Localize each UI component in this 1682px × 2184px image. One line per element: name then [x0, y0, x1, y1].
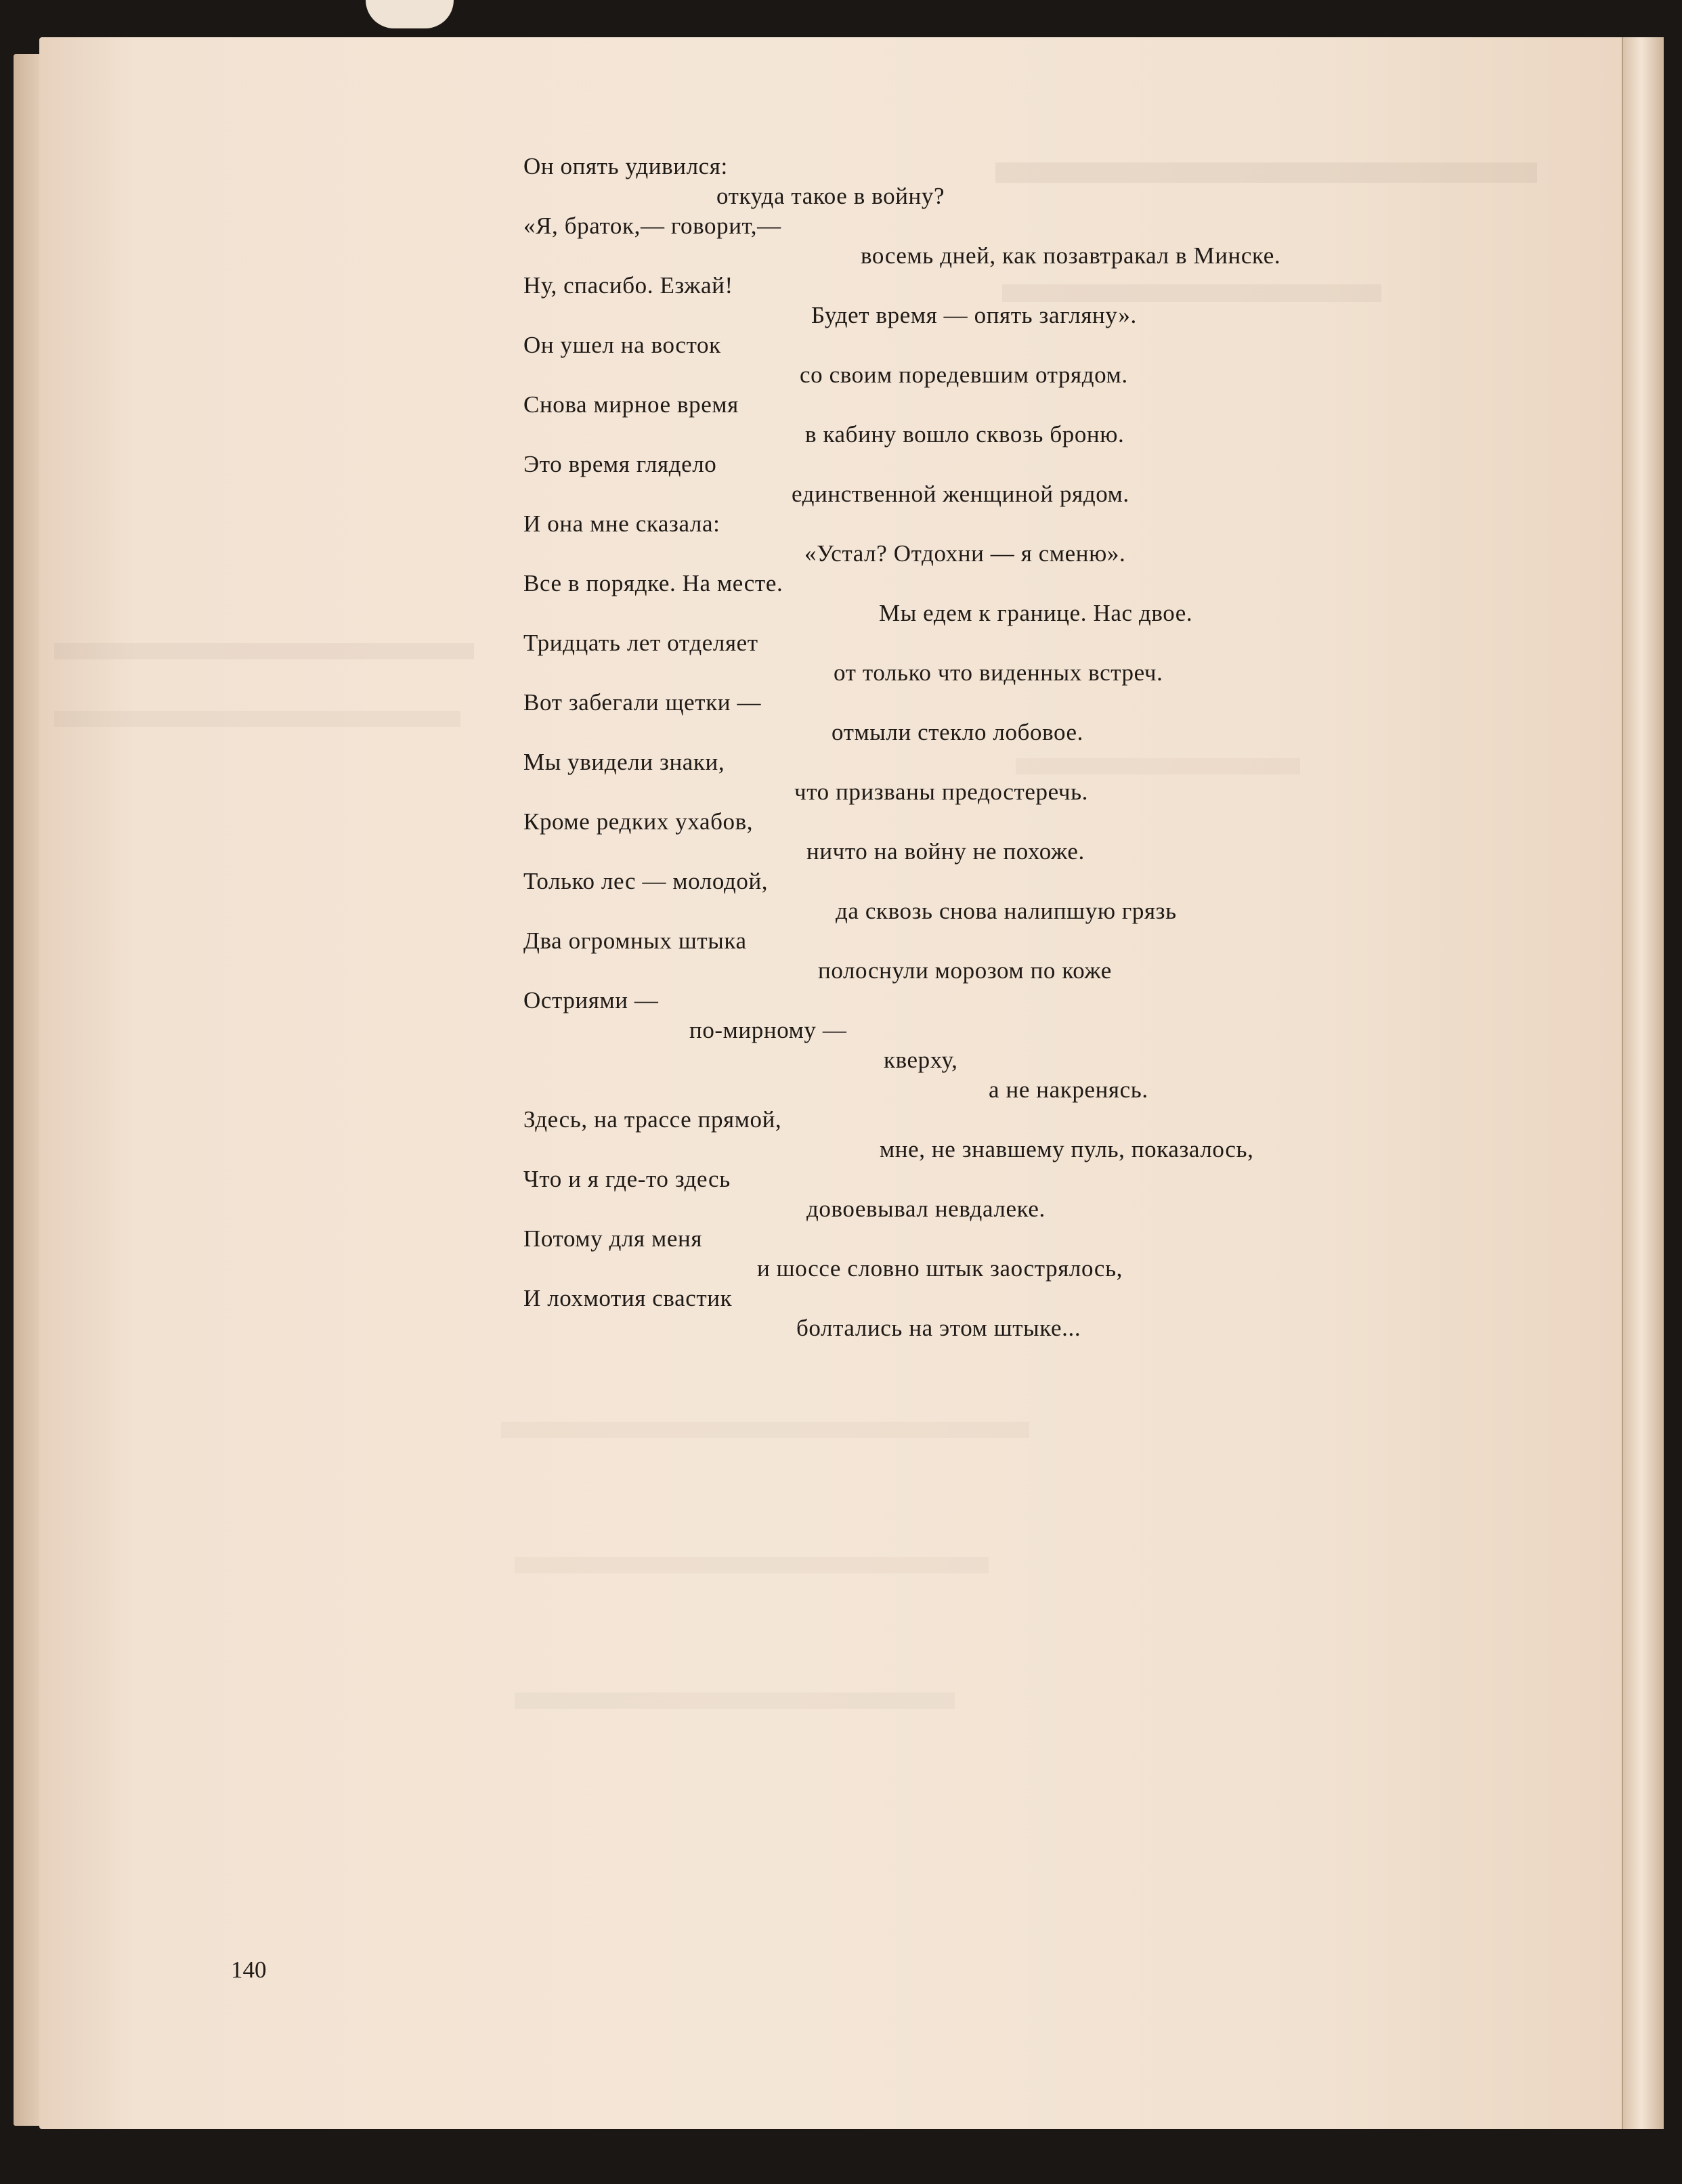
poem-line: Мы увидели знаки,: [523, 749, 725, 775]
poem-line: Ну, спасибо. Езжай!: [523, 272, 733, 299]
poem-line: мне, не знавшему пуль, показалось,: [880, 1136, 1254, 1162]
poem-line: Кроме редких ухабов,: [523, 808, 754, 835]
poem-line: Здесь, на трассе прямой,: [523, 1106, 782, 1133]
poem-line: да сквозь снова налипшую грязь: [836, 898, 1177, 924]
poem-line: Это время глядело: [523, 451, 717, 477]
poem-line: отмыли стекло лобовое.: [832, 719, 1084, 745]
poem-line: Мы едем к границе. Нас двое.: [879, 600, 1193, 626]
paper-tear: [366, 0, 454, 28]
poem-line: единственной женщиной рядом.: [792, 481, 1129, 507]
poem-line: откуда такое в войну?: [716, 183, 945, 209]
poem-line: в кабину вошло сквозь броню.: [805, 421, 1125, 447]
poem-line: Он опять удивился:: [523, 153, 728, 179]
poem-line: а не накренясь.: [989, 1076, 1148, 1103]
poem-line: «Я, браток,— говорит,—: [523, 213, 781, 239]
poem-line: Только лес — молодой,: [523, 868, 769, 894]
page-number: 140: [231, 1957, 267, 1983]
poem-line: довоевывал невдалеке.: [806, 1196, 1045, 1222]
poem-line: Вот забегали щетки —: [523, 689, 762, 716]
poem-line: Два огромных штыка: [523, 927, 747, 954]
poem-line: болтались на этом штыке...: [796, 1315, 1081, 1341]
poem-line: восемь дней, как позавтракал в Минске.: [861, 242, 1281, 269]
poem-line: что призваны предостеречь.: [794, 779, 1088, 805]
poem-line: и шоссе словно штык заострялось,: [757, 1255, 1123, 1282]
poem-line: ничто на войну не похоже.: [806, 838, 1085, 865]
book-page: [39, 37, 1645, 2129]
adjacent-page-edge: [14, 54, 41, 2126]
page-fold-edge: [1622, 37, 1664, 2129]
poem-line: Он ушел на восток: [523, 332, 721, 358]
poem-line: по-мирному —: [689, 1017, 847, 1043]
poem-line: Все в порядке. На месте.: [523, 570, 783, 596]
poem-line: Тридцать лет отделяет: [523, 630, 758, 656]
poem-line: «Устал? Отдохни — я сменю».: [804, 540, 1126, 567]
poem-line: Остриями —: [523, 987, 659, 1013]
poem-line: И лохмотия свастик: [523, 1285, 733, 1311]
poem-line: Будет время — опять загляну».: [811, 302, 1137, 328]
poem-line: со своим поредевшим отрядом.: [800, 362, 1128, 388]
poem-line: Снова мирное время: [523, 391, 739, 418]
poem-line: И она мне сказала:: [523, 510, 720, 537]
poem-line: Что и я где-то здесь: [523, 1166, 731, 1192]
poem-line: от только что виденных встреч.: [834, 659, 1163, 686]
poem-line: кверху,: [884, 1047, 958, 1073]
poem-line: полоснули морозом по коже: [818, 957, 1112, 984]
poem-line: Потому для меня: [523, 1225, 703, 1252]
